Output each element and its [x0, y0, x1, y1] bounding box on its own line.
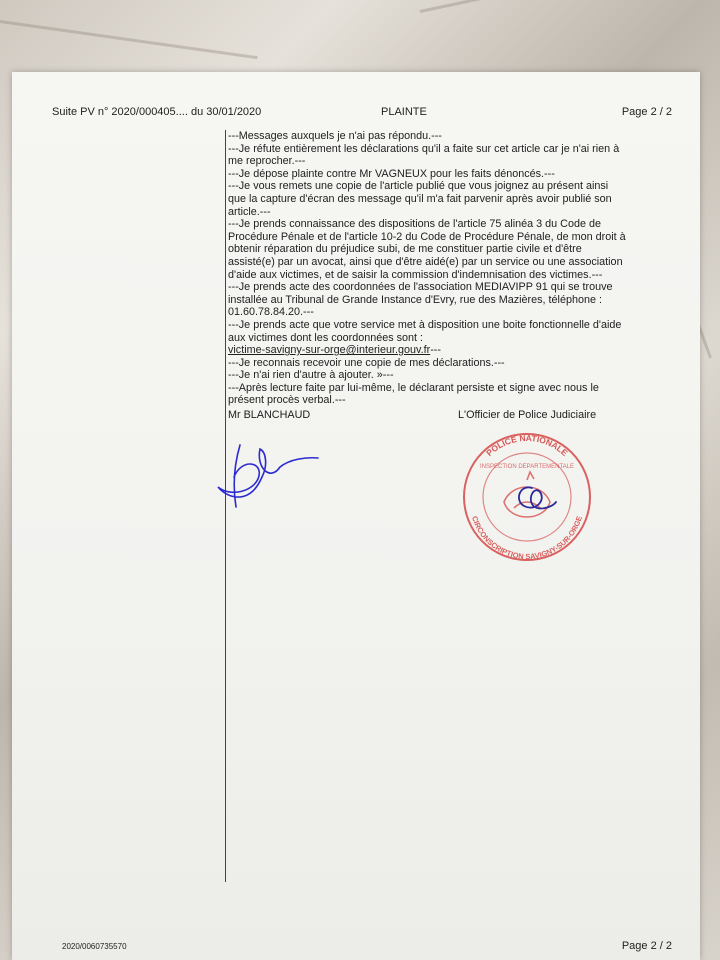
- paragraph: ---Je prends connaissance des dispositions de l'article 75 alinéa 3 du Code de Procédure Pénale et de l'article 10-2 du Code de Procédure Pénale, de mon droit à obtenir réparation du préjudice subi, de me constituer partie civile et d'être assisté(e) par un avocat, ainsi que d'être aidé(e) par un service ou une association d'aide aux victimes, et de saisir la commission d'indemnisation des victimes.---: [228, 218, 626, 281]
- paragraph: ---Après lecture faite par lui-même, le déclarant persiste et signe avec nous le présent procès verbal.---: [228, 381, 599, 407]
- email-suffix: ---: [430, 344, 441, 357]
- svg-text:POLICE NATIONALE: [484, 433, 570, 458]
- svg-text:CIRCONSCRIPTION SAVIGNY-SUR-OR: [470, 515, 584, 561]
- stamp-bottom-text: CIRCONSCRIPTION SAVIGNY-SUR-ORGE: [470, 514, 584, 562]
- paragraph: ---Je reconnais recevoir une copie de mes déclarations.---: [228, 356, 505, 369]
- page-header: [52, 106, 672, 120]
- paragraph: ---Je prends acte que votre service met à disposition une boite fonctionnelle d'aide aux victimes dont les coordonnées sont :: [228, 318, 622, 344]
- page-footer: [52, 940, 672, 954]
- footer-page-number: Page 2 / 2: [621, 940, 672, 952]
- paragraph: ---Je prends acte des coordonnées de l'association MEDIAVIPP 91 qui se trouve installée au Tribunal de Grande Instance d'Evry, rue des Mazières, téléphone : 01.60.78.84.20.---: [228, 281, 613, 319]
- statement-text: [228, 130, 628, 407]
- declarant-name: Mr BLANCHAUD: [228, 409, 311, 421]
- document-page: [12, 72, 700, 960]
- pv-reference: Suite PV n° 2020/000405.... du 30/01/2020: [52, 106, 262, 118]
- declarant-signature-icon: [210, 437, 320, 517]
- paragraph: ---Je vous remets une copie de l'article publié que vous joignez au présent ainsi que la capture d'écran des message qu'il m'a fait parvenir après avoir publié son article.---: [228, 180, 612, 218]
- paragraph: ---Je dépose plainte contre Mr VAGNEUX pour les faits dénoncés.---: [228, 167, 555, 180]
- footer-reference: 2020/0060735570: [62, 942, 127, 951]
- paragraph: ---Je réfute entièrement les déclarations qu'il a faite sur cet article car je n'ai rien à me reprocher.---: [228, 142, 620, 168]
- stamp-top-text: POLICE NATIONALE: [484, 432, 570, 458]
- police-stamp-icon: [452, 422, 602, 562]
- paragraph: ---Je n'ai rien d'autre à ajouter. »---: [228, 369, 394, 382]
- page-number: Page 2 / 2: [621, 106, 672, 118]
- email-line: [228, 344, 628, 357]
- document-type: PLAINTE: [381, 106, 427, 118]
- paragraph: ---Messages auxquels je n'ai pas répondu.---: [228, 130, 442, 142]
- officer-title: L'Officier de Police Judiciaire: [458, 409, 597, 421]
- victim-support-email[interactable]: victime-savigny-sur-orge@interieur.gouv.fr: [228, 344, 431, 357]
- stamp-middle-text: INSPECTION DÉPARTEMENTALE: [479, 464, 575, 470]
